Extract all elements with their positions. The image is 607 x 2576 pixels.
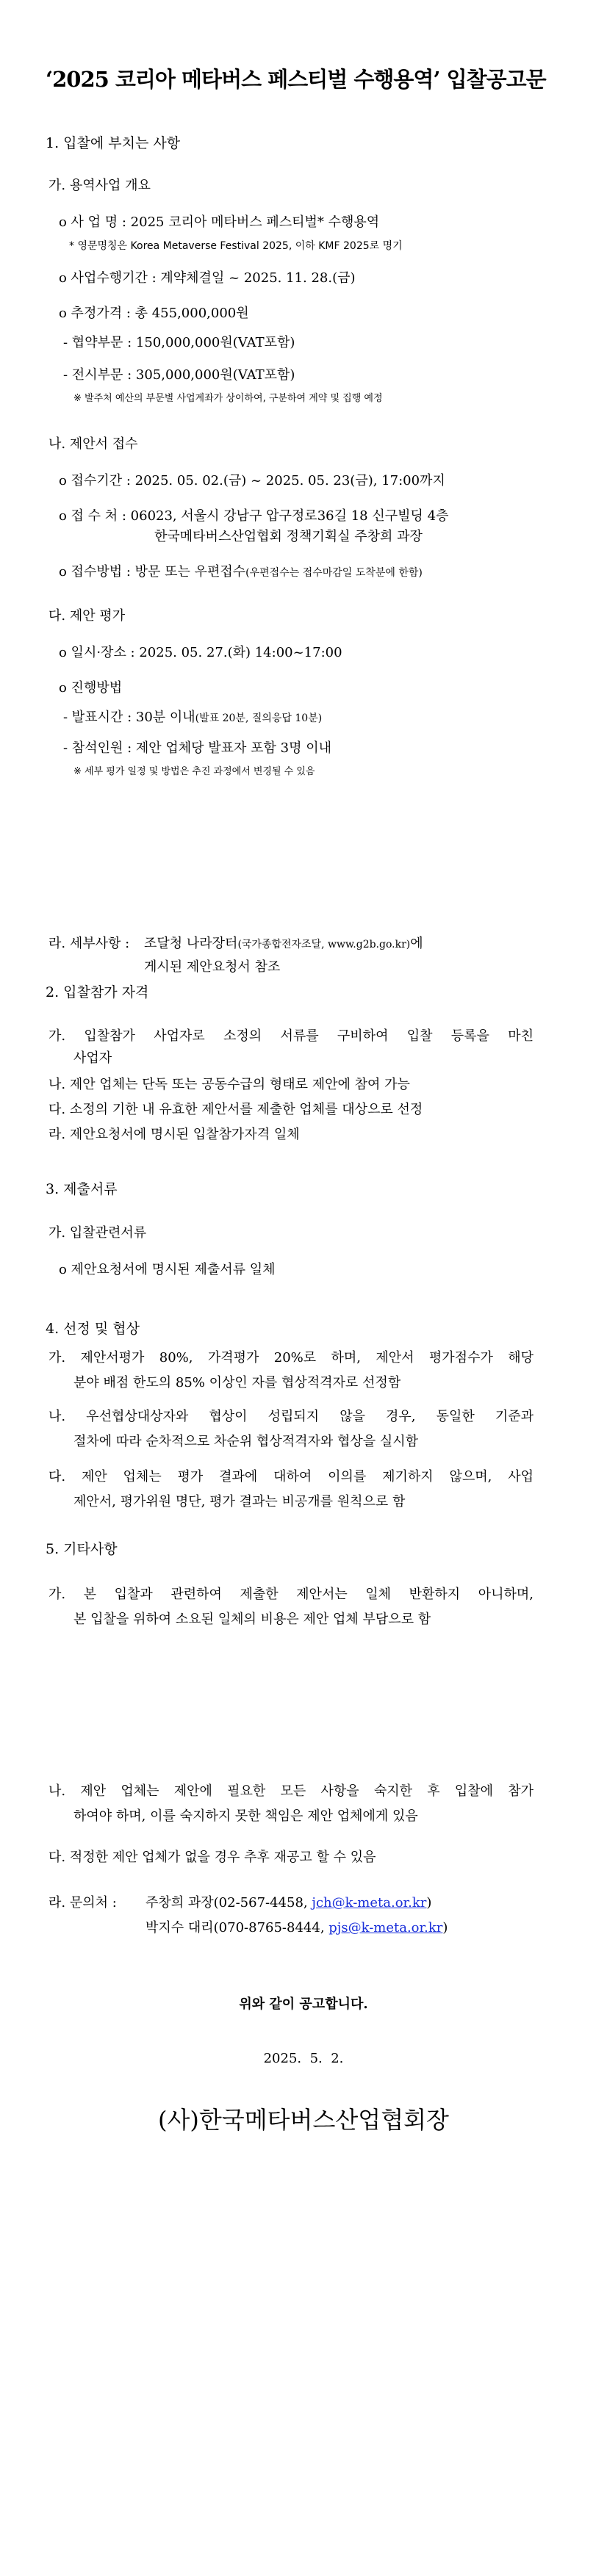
section-1-heading: 1. 입찰에 부치는 사항 <box>46 135 181 151</box>
project-period: o 사업수행기간 : 계약체결일 ~ 2025. 11. 28.(금) <box>59 270 356 286</box>
contact-2 <box>146 1922 448 1935</box>
section-5-heading: 5. 기타사항 <box>46 1541 118 1557</box>
s2-da: 다. 소정의 기한 내 유효한 제안서를 제출한 업체를 대상으로 선정 <box>49 1102 423 1117</box>
evaluation-method: o 진행방법 <box>59 680 123 696</box>
s5-ga-line2: 본 입찰을 위하여 소요된 일체의 비용은 제안 업체 부담으로 함 <box>73 1612 431 1627</box>
price-note: ※ 발주처 예산의 부문별 사업계좌가 상이하여, 구분하여 계약 및 집행 예정 <box>73 393 383 404</box>
s4-na-line2: 절차에 따라 순차적으로 차순위 협상적격자와 협상을 실시함 <box>73 1434 419 1449</box>
contact-2-close: ) <box>442 1920 448 1935</box>
s4-ga-line2: 분야 배점 한도의 85% 이상인 자를 협상적격자로 선정함 <box>73 1375 401 1390</box>
page-title: ‘2025 코리아 메타버스 페스티벌 수행용역’ 입찰공고문 <box>46 67 546 92</box>
s2-ga-line2: 사업자 <box>73 1050 112 1066</box>
s2-na: 나. 제안 업체는 단독 또는 공동수급의 형태로 제안에 참여 가능 <box>49 1077 410 1092</box>
presentation-time-note: (발표 20분, 질의응답 10분) <box>195 712 323 724</box>
s5-da: 다. 적정한 제안 업체가 없을 경우 추후 재공고 할 수 있음 <box>49 1850 376 1865</box>
submission-method-note: (우편접수는 접수마감일 도착분에 한함) <box>245 567 423 579</box>
section-2-heading: 2. 입찰참가 자격 <box>46 984 149 1000</box>
exhibition-budget: - 전시부문 : 305,000,000원(VAT포함) <box>63 367 295 383</box>
section-4-heading: 4. 선정 및 협상 <box>46 1321 140 1337</box>
contact-1-close: ) <box>426 1895 432 1911</box>
section-3-heading: 3. 제출서류 <box>46 1181 118 1197</box>
organization-name: (사)한국메타버스산업협회장 <box>158 2106 449 2134</box>
s1-ra-suffix: 에 <box>410 936 423 951</box>
s4-ga-line1: 가. 제안서평가 80%, 가격평가 20%로 하며, 제안서 평가점수가 해당 <box>49 1350 534 1365</box>
s5-ra-label: 라. 문의처 : <box>49 1895 117 1911</box>
closing-statement: 위와 같이 공고합니다. <box>239 1996 368 2012</box>
s4-na-line1: 나. 우선협상대상자와 협상이 성립되지 않을 경우, 동일한 기준과 <box>49 1409 534 1424</box>
attendees: - 참석인원 : 제안 업체당 발표자 포함 3명 이내 <box>63 740 331 756</box>
s2-ra: 라. 제안요청서에 명시된 입찰참가자격 일체 <box>49 1127 300 1142</box>
s1-ra-g2b: 조달청 나라장터 <box>144 936 238 951</box>
s5-ga-line1: 가. 본 입찰과 관련하여 제출한 제안서는 일체 반환하지 아니하며, <box>49 1587 534 1602</box>
project-name-note: * 영문명칭은 Korea Metaverse Festival 2025, 이하 KMF 2025로 명기 <box>69 240 403 252</box>
submission-period: o 접수기간 : 2025. 05. 02.(금) ~ 2025. 05. 23(금), 17:00까지 <box>59 473 445 488</box>
estimated-price: o 추정가격 : 총 455,000,000원 <box>59 306 249 321</box>
contact-1 <box>146 1897 431 1910</box>
evaluation-note: ※ 세부 평가 일정 및 방법은 추진 과정에서 변경될 수 있음 <box>73 766 315 777</box>
submission-place-contact: 한국메타버스산업협회 정책기획실 주창희 과장 <box>154 529 423 544</box>
contact-2-email-link[interactable]: pjs@k-meta.or.kr <box>328 1920 443 1935</box>
s4-da-line1: 다. 제안 업체는 평가 결과에 대하여 이의를 제기하지 않으며, 사업 <box>49 1469 534 1484</box>
submission-place: o 접 수 처 : 06023, 서울시 강남구 압구정로36길 18 신구빌딩 4층 <box>59 508 449 524</box>
s5-na-line1: 나. 제안 업체는 제안에 필요한 모든 사항을 숙지한 후 입찰에 참가 <box>49 1783 534 1799</box>
cooperation-budget: - 협약부문 : 150,000,000원(VAT포함) <box>63 335 295 350</box>
s3-item: o 제안요청서에 명시된 제출서류 일체 <box>59 1262 276 1277</box>
s2-ga-line1: 가. 입찰참가 사업자로 소정의 서류를 구비하여 입찰 등록을 마친 <box>49 1028 534 1044</box>
s3-ga: 가. 입찰관련서류 <box>49 1225 147 1241</box>
contact-2-text: 박지수 대리(070-8765-8444, <box>146 1920 329 1935</box>
submission-method: o 접수방법 : 방문 또는 우편접수 <box>59 564 246 580</box>
evaluation-datetime: o 일시·장소 : 2025. 05. 27.(화) 14:00~17:00 <box>59 645 342 660</box>
s5-na-line2: 하여야 하며, 이를 숙지하지 못한 책임은 제안 업체에게 있음 <box>73 1808 418 1824</box>
contact-1-email-link[interactable]: jch@k-meta.or.kr <box>312 1895 427 1911</box>
presentation-time: - 발표시간 : 30분 이내 <box>63 710 195 725</box>
s1-ga-heading: 가. 용역사업 개요 <box>49 178 151 193</box>
contact-1-text: 주창희 과장(02-567-4458, <box>146 1895 312 1911</box>
presentation-time-line <box>63 711 322 724</box>
s4-da-line2: 제안서, 평가위원 명단, 평가 결과는 비공개를 원칙으로 함 <box>73 1494 406 1509</box>
s1-da-heading: 다. 제안 평가 <box>49 608 126 624</box>
project-name: o 사 업 명 : 2025 코리아 메타버스 페스티벌* 수행용역 <box>59 214 380 230</box>
s1-ra-label: 라. 세부사항 : <box>49 936 130 951</box>
s1-na-heading: 나. 제안서 접수 <box>49 436 138 452</box>
announcement-date: 2025. 5. 2. <box>263 2051 344 2066</box>
submission-method-line <box>59 566 423 579</box>
s1-ra-g2b-url: (국가종합전자조달, www.g2b.go.kr) <box>237 939 411 950</box>
s1-ra-line1 <box>144 937 423 950</box>
s1-ra-line2: 게시된 제안요청서 참조 <box>144 959 281 975</box>
